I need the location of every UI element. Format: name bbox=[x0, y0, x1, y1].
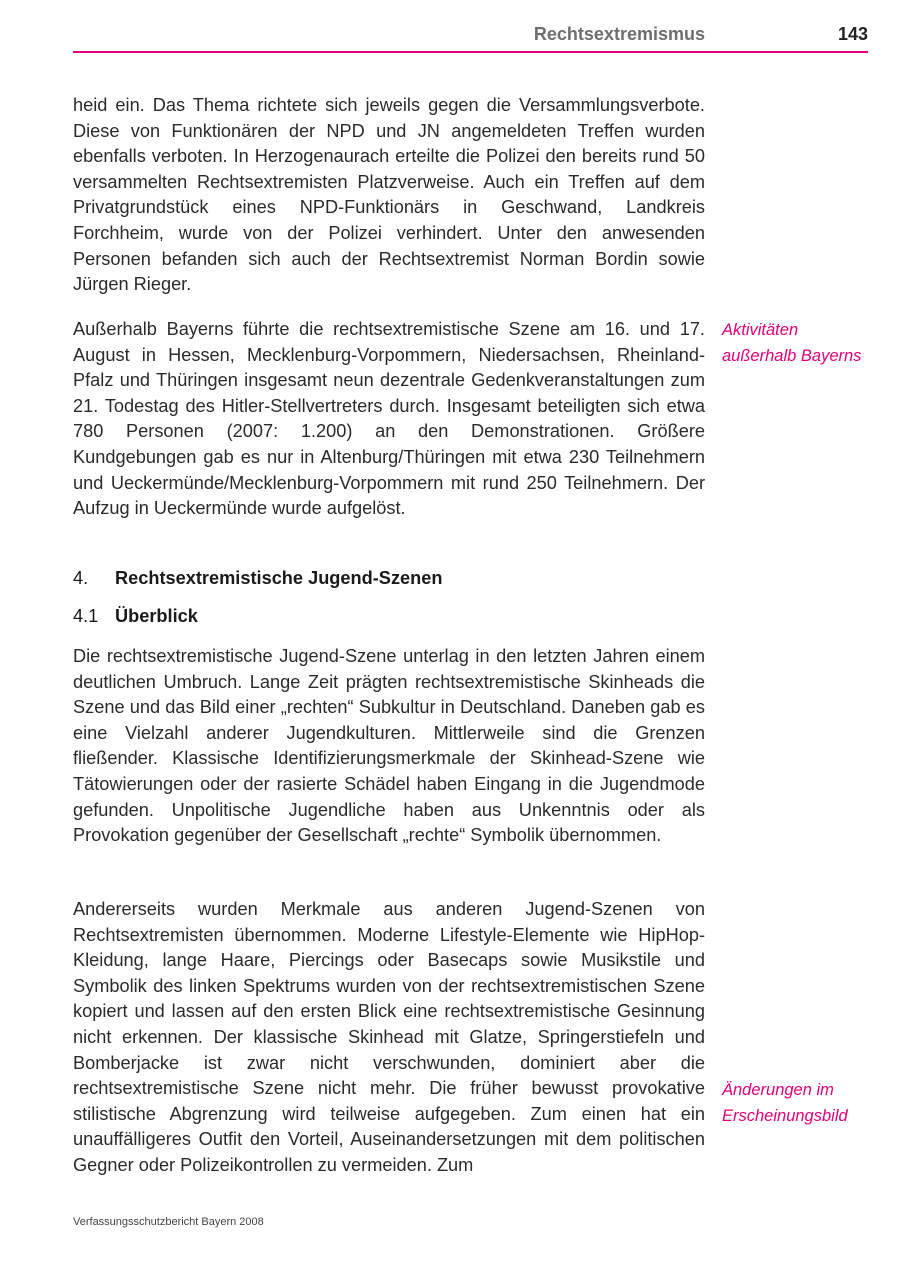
section-number: 4.1 bbox=[73, 606, 99, 626]
margin-note-line: Erscheinungsbild bbox=[722, 1107, 848, 1125]
section-title: Rechtsextremistische Jugend-Szenen bbox=[115, 568, 443, 588]
margin-note-appearance bbox=[722, 1077, 882, 1129]
section-heading-4 bbox=[73, 566, 705, 591]
margin-note-line: außerhalb Bayerns bbox=[722, 347, 862, 365]
margin-note-activities bbox=[722, 317, 882, 369]
paragraph-3: Die rechtsextremistische Jugend-Szene unterlag in den letzten Jahren einem deutlichen Umbruch. Lange Zeit prägten rechtsextremistische Skinheads die Szene und das Bild einer „rechten“ Subkultur in Deutschland. Daneben gab es eine Vielzahl anderer Jugendkulturen. Mittlerweile sind die Grenzen fließender. Klassische Identifizierungsmerkmale der Skinhead-Szene wie Tätowierungen oder der rasierte Schädel haben Eingang in die Jugendmode gefunden. Unpolitische Jugendliche haben aus Unkenntnis oder als Provokation gegenüber der Gesellschaft „rechte“ Symbolik übernommen. bbox=[73, 646, 705, 846]
margin-note-line: Änderungen im bbox=[722, 1081, 834, 1099]
running-header-title: Rechtsextremismus bbox=[533, 24, 705, 44]
margin-note-line: Aktivitäten bbox=[722, 321, 799, 339]
paragraph-1: heid ein. Das Thema richtete sich jeweils gegen die Versammlungsverbote. Diese von Funktionären der NPD und JN angemeldeten Treffen wurden ebenfalls verboten. In Herzogenaurach erteilte die Polizei den bereits rund 50 versammelten Rechtsextremisten Platzverweise. Auch ein Treffen auf dem Privatgrundstück eines NPD-Funktionärs in Geschwand, Landkreis Forchheim, wurde von der Polizei verhindert. Unter den anwesenden Personen befanden sich auch der Rechtsextremist Norman Bordin sowie Jürgen Rieger. bbox=[73, 95, 705, 295]
page-footer: Verfassungsschutzbericht Bayern 2008 bbox=[73, 1216, 264, 1228]
header-rule bbox=[73, 51, 868, 53]
page-number: 143 bbox=[837, 24, 868, 44]
paragraph-4: Andererseits wurden Merkmale aus anderen Jugend-Szenen von Rechtsextremisten übernommen. Moderne Lifestyle-Elemente wie HipHop-Kleidung, lange Haare, Piercings oder Basecaps sowie Musikstile und Symbolik des linken Spektrums wurden von der rechtsextremistischen Szene kopiert und lassen auf den ersten Blick eine rechtsextremistische Gesinnung nicht erkennen. Der klassische Skinhead mit Glatze, Springerstiefeln und Bomberjacke ist zwar nicht verschwunden, dominiert aber die rechtsextremistische Szene nicht mehr. Die früher bewusst provokative stilistische Abgrenzung wird teilweise aufgegeben. Zum einen hat ein unauffälligeres Outfit den Vorteil, Auseinandersetzungen mit dem politischen Gegner oder Polizeikontrollen zu vermeiden. Zum bbox=[73, 899, 705, 1175]
paragraph-2: Außerhalb Bayerns führte die rechtsextremistische Szene am 16. und 17. August in Hessen, Mecklenburg-Vorpommern, Niedersachsen, Rheinland-Pfalz und Thüringen insgesamt neun dezentrale Gedenkveranstaltungen zum 21. Todestag des Hitler-Stellvertreters durch. Insgesamt beteiligten sich etwa 780 Personen (2007: 1.200) an den Demonstrationen. Größere Kundgebungen gab es nur in Altenburg/Thüringen mit etwa 230 Teilnehmern und Ueckermünde/Mecklenburg-Vorpommern mit rund 250 Teilnehmern. Der Aufzug in Ueckermünde wurde aufgelöst. bbox=[73, 319, 705, 519]
section-number: 4. bbox=[73, 568, 89, 588]
section-title: Überblick bbox=[115, 606, 198, 626]
section-heading-4-1 bbox=[73, 604, 705, 629]
